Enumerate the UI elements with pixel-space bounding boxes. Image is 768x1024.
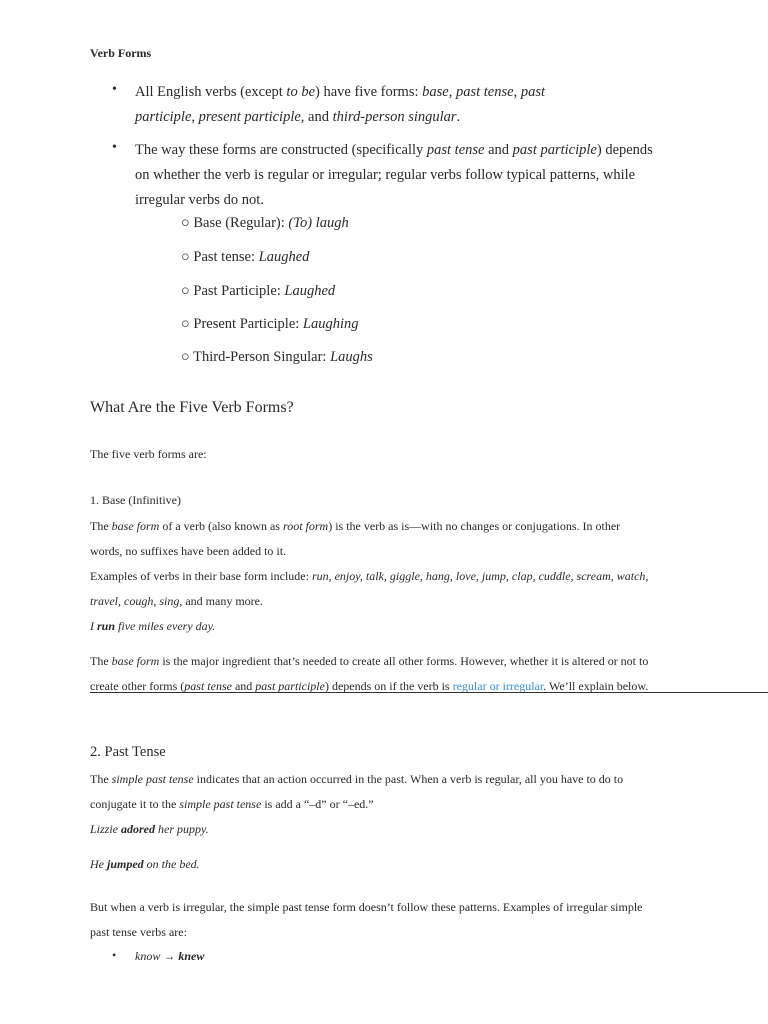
- paragraph-line: travel, cough, sing, and many more.: [90, 594, 263, 608]
- page-title: Verb Forms: [90, 46, 152, 60]
- bullet-2-text: The way these forms are constructed (specifically past tense and past participle) depends on whether the verb is regular or irregular; regular verbs follow typical patterns, while irregular verbs do not.: [135, 142, 653, 208]
- form-item-present-participle: ○ Present Participle: Laughing: [181, 316, 359, 332]
- regular-irregular-link[interactable]: regular or irregular: [452, 679, 544, 693]
- subsection-heading: 1. Base (Infinitive): [90, 493, 181, 507]
- example-sentence: Lizzie adored her puppy.: [90, 822, 209, 836]
- divider: [90, 692, 768, 693]
- example-sentence: I run five miles every day.: [90, 619, 216, 633]
- example-sentence: He jumped on the bed.: [90, 857, 200, 871]
- bullet-marker: •: [112, 140, 117, 155]
- paragraph-line: The simple past tense indicates that an action occurred in the past. When a verb is regular, all you have to do to: [90, 772, 624, 786]
- section-heading: What Are the Five Verb Forms?: [90, 399, 294, 416]
- form-item-third-person: ○ Third-Person Singular: Laughs: [181, 349, 373, 365]
- paragraph-line: past tense verbs are:: [90, 925, 187, 939]
- paragraph-line: conjugate it to the simple past tense is add a “–d” or “–ed.”: [90, 797, 374, 811]
- form-item-past-tense: ○ Past tense: Laughed: [181, 249, 310, 265]
- bullet-marker: •: [112, 948, 117, 962]
- paragraph-line: create other forms (past tense and past participle) depends on if the verb is regular or irregular. We’ll explain below.: [90, 679, 649, 693]
- list-item: know → knew: [135, 949, 205, 963]
- subsection-heading: 2. Past Tense: [90, 744, 166, 760]
- paragraph-line: Examples of verbs in their base form include: run, enjoy, talk, giggle, hang, love, jump, clap, cuddle, scream, watch,: [90, 569, 649, 583]
- paragraph-line: words, no suffixes have been added to it.: [90, 544, 287, 558]
- form-item-base: ○ Base (Regular): (To) laugh: [181, 215, 349, 231]
- paragraph-line: The base form is the major ingredient that’s needed to create all other forms. However, whether it is altered or not to: [90, 654, 649, 668]
- paragraph-line: The base form of a verb (also known as root form) is the verb as is—with no changes or conjugations. In other: [90, 519, 621, 533]
- intro-text: The five verb forms are:: [90, 447, 207, 461]
- bullet-marker: •: [112, 82, 117, 97]
- paragraph-line: But when a verb is irregular, the simple past tense form doesn’t follow these patterns. Examples of irregular simple: [90, 900, 643, 914]
- bullet-1-text: All English verbs (except to be) have five forms: base, past tense, past participle, present participle, and third-person singular.: [135, 84, 545, 125]
- form-item-past-participle: ○ Past Participle: Laughed: [181, 283, 336, 299]
